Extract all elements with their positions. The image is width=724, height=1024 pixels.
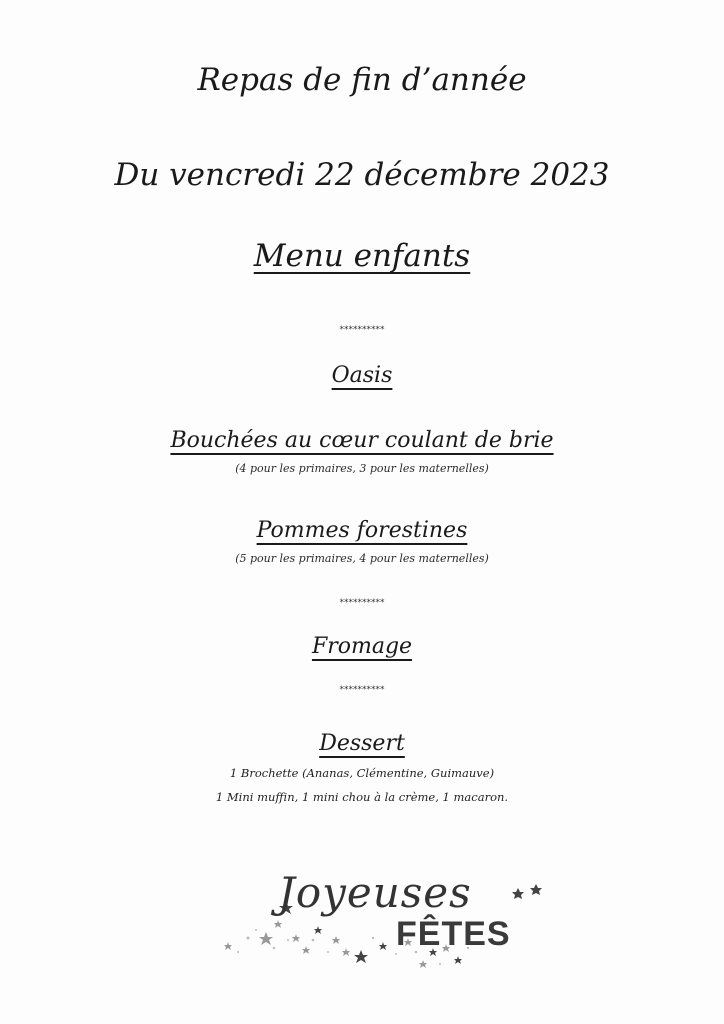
page-title: Repas de fin d’année	[197, 62, 527, 98]
course-fromage	[0, 634, 724, 659]
logo-script-text: Joyeuses	[278, 868, 472, 917]
menu-heading-text: Menu enfants	[253, 238, 471, 274]
course-name: Bouchées au cœur coulant de brie	[170, 428, 554, 453]
event-date: Du vencredi 22 décembre 2023	[114, 157, 610, 193]
course-name: Oasis	[331, 363, 393, 388]
menu-heading	[0, 238, 724, 274]
separator: **********	[339, 598, 385, 608]
course-oasis	[0, 363, 724, 388]
logo-word-text: FÊTES	[396, 915, 511, 953]
joyeuses-fetes-logo	[218, 868, 558, 978]
course-dessert	[0, 731, 724, 756]
course-name: Pommes forestines	[256, 518, 468, 543]
course-name: Dessert	[319, 731, 405, 756]
dessert-item: 1 Brochette (Ananas, Clémentine, Guimauve)	[229, 766, 495, 780]
course-pommes	[0, 518, 724, 543]
separator: **********	[339, 325, 385, 335]
course-bouchees	[0, 428, 724, 453]
dessert-item: 1 Mini muffin, 1 mini chou à la crème, 1 macaron.	[215, 790, 509, 804]
course-note: (5 pour les primaires, 4 pour les maternelles)	[235, 552, 489, 565]
course-name: Fromage	[311, 634, 413, 659]
course-note: (4 pour les primaires, 3 pour les maternelles)	[235, 462, 489, 475]
separator: **********	[339, 685, 385, 695]
